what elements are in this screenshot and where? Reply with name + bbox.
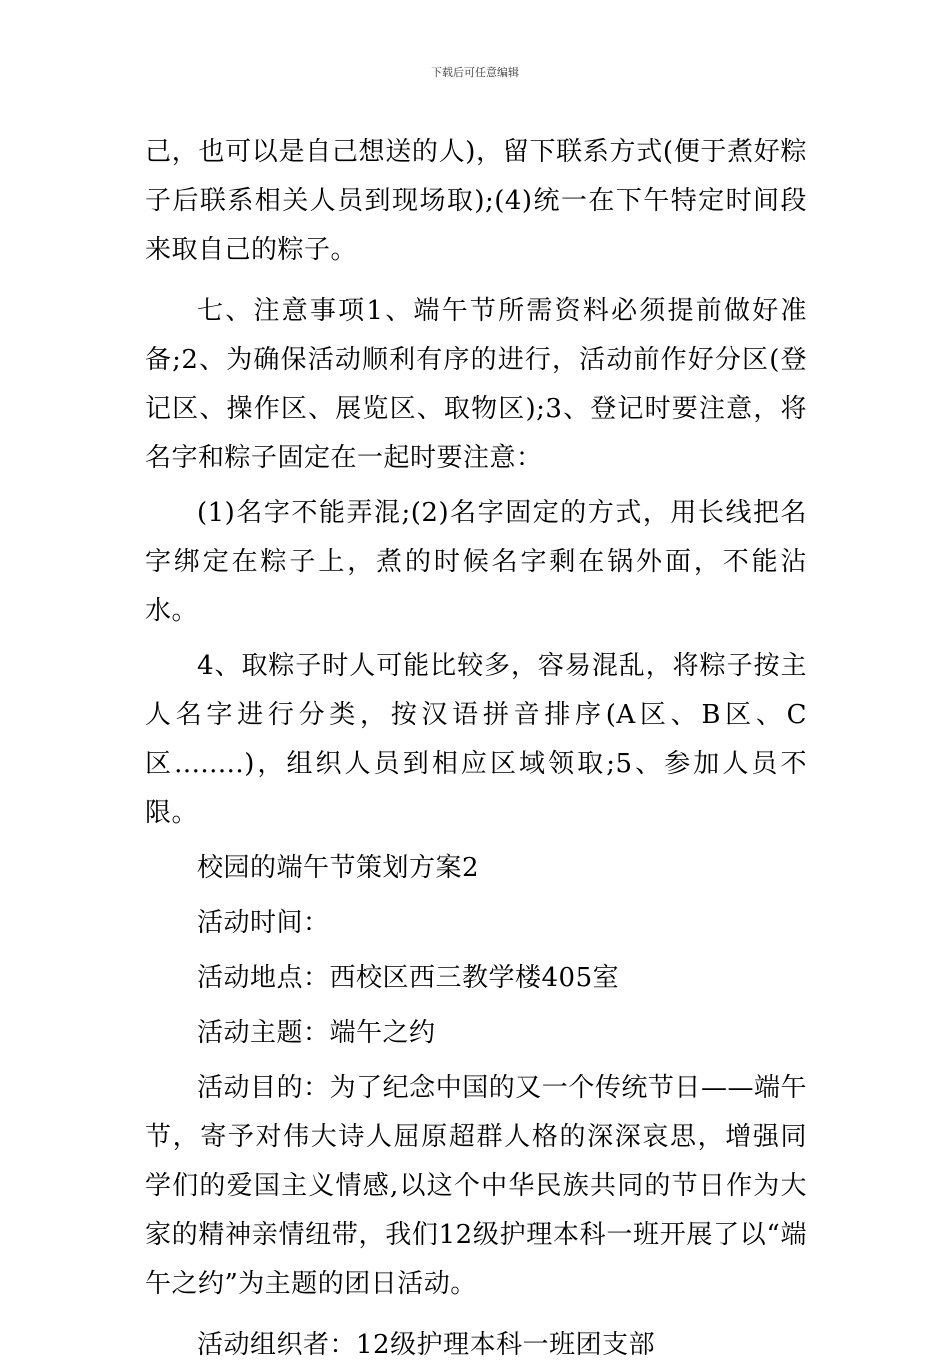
paragraph-pickup-rules: 4、取粽子时人可能比较多，容易混乱，将粽子按主人名字进行分类，按汉语拼音排序(A区、B区、C区........)，组织人员到相应区域领取;5、参加人员不限。: [145, 651, 807, 828]
activity-organizer: 活动组织者：12级护理本科一班团支部: [197, 1330, 656, 1360]
activity-time: 活动时间：: [197, 908, 330, 938]
activity-purpose: 活动目的：为了纪念中国的又一个传统节日——端午节，寄予对伟大诗人屈原超群人格的深深哀思，增强同学们的爱国主义情感,以这个中华民族共同的节日作为大家的精神亲情纽带，我们12级护理本科一班开展了以“端午之约”为主题的团日活动。: [145, 1073, 807, 1299]
activity-location: 活动地点：西校区西三教学楼405室: [197, 963, 620, 993]
plan-title: 校园的端午节策划方案2: [197, 853, 480, 883]
paragraph-name-rules: (1)名字不能弄混;(2)名字固定的方式，用长线把名字绑定在粽子上，煮的时候名字剩在锅外面，不能沾水。: [145, 498, 807, 626]
activity-theme: 活动主题：端午之约: [197, 1018, 436, 1048]
document-body: [145, 128, 807, 1370]
page-header-note: 下载后可任意编辑: [431, 66, 519, 79]
paragraph-continuation: 己，也可以是自己想送的人)，留下联系方式(便于煮好粽子后联系相关人员到现场取);(4)统一在下午特定时间段来取自己的粽子。: [145, 137, 807, 265]
paragraph-notes-section: 七、注意事项1、端午节所需资料必须提前做好准备;2、为确保活动顺利有序的进行，活动前作好分区(登记区、操作区、展览区、取物区);3、登记时要注意，将名字和粽子固定在一起时要注意：: [145, 296, 807, 473]
